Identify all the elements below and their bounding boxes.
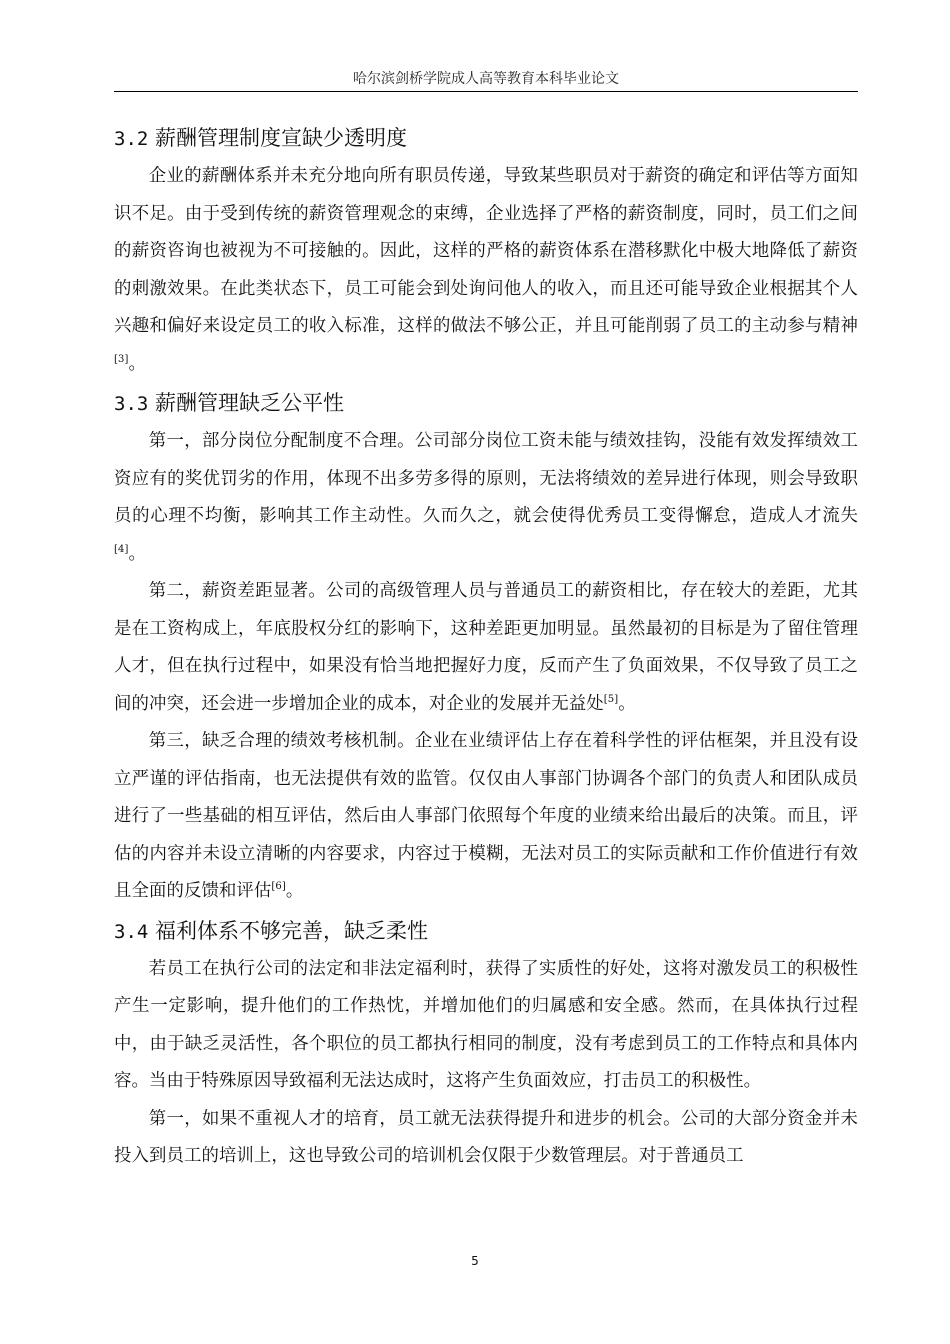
paragraph-end: 。	[128, 353, 146, 374]
paragraph-end: 。	[285, 881, 304, 901]
section-title: 福利体系不够完善，缺乏柔性	[155, 918, 429, 943]
paragraph-text: 第一，部分岗位分配制度不合理。公司部分岗位工资未能与绩效挂钩，没能有效发挥绩效工资应有的奖优罚劣的作用，体现不出多劳多得的原则，无法将绩效的差异进行体现，则会导致职员的心理不均衡，影响其工作主动性。久而久之，就会使得优秀员工变得懈怠，造成人才流失	[114, 431, 858, 526]
section-number: 3.3	[114, 393, 149, 415]
header-divider	[114, 91, 858, 92]
paragraph	[114, 158, 858, 383]
section-number: 3.2	[114, 128, 149, 150]
paragraph-text: 第二，薪资差距显著。公司的高级管理人员与普通员工的薪资相比，存在较大的差距，尤其是在工资构成上，年底股权分红的影响下，这种差距更加明显。虽然最初的目标是为了留住管理人才，但在执行过程中，如果没有恰当地把握好力度，反而产生了负面效果，不仅导致了员工之间的冲突，还会进一步增加企业的成本，对企业的发展并无益处	[114, 581, 858, 714]
paragraph-text: 第一，如果不重视人才的培育，员工就无法获得提升和进步的机会。公司的大部分资金并未投入到员工的培训上，这也导致公司的培训机会仅限于少数管理层。对于普通员工	[114, 1108, 858, 1166]
paragraph-text: 若员工在执行公司的法定和非法定福利时，获得了实质性的好处，这将对激发员工的积极性产生一定影响，提升他们的工作热忱，并增加他们的归属感和安全感。然而，在具体执行过程中，由于缺乏灵活性，各个职位的员工都执行相同的制度，没有考虑到员工的工作特点和具体内容。当由于特殊原因导致福利无法达成时，这将产生负面效应，打击员工的积极性。	[114, 958, 858, 1091]
section-title: 薪酬管理制度宣缺少透明度	[155, 126, 408, 150]
paragraph-end: 。	[618, 693, 636, 714]
page-number: 5	[471, 1254, 479, 1268]
running-header: 哈尔滨剑桥学院成人高等教育本科毕业论文	[353, 71, 619, 87]
section-heading-3-2	[114, 118, 858, 158]
citation-ref: [4]	[114, 543, 129, 555]
main-content	[114, 118, 858, 1176]
section-number: 3.4	[114, 920, 149, 943]
paragraph-end: 。	[128, 543, 146, 564]
paragraph	[114, 573, 858, 723]
citation-ref: [3]	[114, 353, 129, 365]
citation-ref: [5]	[603, 693, 619, 705]
section-title: 薪酬管理缺乏公平性	[155, 391, 345, 415]
paragraph-text: 第三，缺乏合理的绩效考核机制。企业在业绩评估上存在着科学性的评估框架，并且没有设立严谨的评估指南，也无法提供有效的监管。仅仅由人事部门协调各个部门的负责人和团队成员进行了一些基础的相互评估，然后由人事部门依照每个年度的业绩来给出最后的决策。而且，评估的内容并未设立清晰的内容要求，内容过于模糊，无法对员工的实际贡献和工作价值进行有效且全面的反馈和评估	[114, 731, 858, 901]
section-heading-3-3	[114, 383, 858, 423]
paragraph	[114, 1101, 858, 1176]
paragraph	[114, 723, 858, 911]
citation-ref: [6]	[271, 881, 286, 892]
paragraph-text: 企业的薪酬体系并未充分地向所有职员传递，导致某些职员对于薪资的确定和评估等方面知识不足。由于受到传统的薪资管理观念的束缚，企业选择了严格的薪资制度，同时，员工们之间的薪资咨询也被视为不可接触的。因此，这样的严格的薪资体系在潜移默化中极大地降低了薪资的刺激效果。在此类状态下，员工可能会到处询问他人的收入，而且还可能导致企业根据其个人兴趣和偏好来设定员工的收入标准，这样的做法不够公正，并且可能削弱了员工的主动参与精神	[114, 166, 858, 336]
paragraph	[114, 423, 858, 573]
paragraph	[114, 951, 858, 1101]
section-heading-3-4	[114, 911, 858, 951]
